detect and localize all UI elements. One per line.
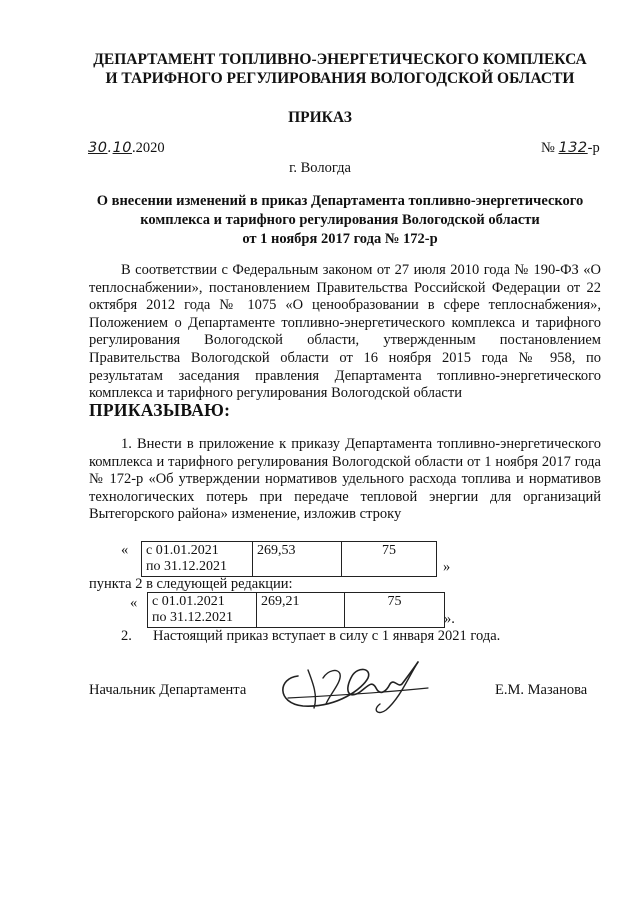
subject-line-2: комплекса и тарифного регулирования Вологодской области (140, 212, 540, 228)
order-number (541, 140, 600, 157)
header-line-1: ДЕПАРТАМЕНТ ТОПЛИВНО-ЭНЕРГЕТИЧЕСКОГО КОМПЛЕКСА (93, 51, 587, 68)
date-day: 30 (88, 140, 108, 156)
quote-close-1: » (443, 559, 451, 575)
new-period-from: с 01.01.2021 (152, 594, 225, 609)
intro-paragraph: В соответствии с Федеральным законом от 27 июля 2010 года № 190-ФЗ «О теплоснабжении», постановлением Правительства Российской Федерации от 22 октября 2012 года № 1075 «О ценообразовании в сфере теплоснабжения», Положением о Департаменте топливно-энергетического комплекса и тарифного регулирования Вологодской области, утвержденным постановлением Правительства Вологодской области от 16 ноября 2015 года № 958, по результатам заседания правления Департамента топливно-энергетического комплекса и тарифного регулирования Вологодской области (89, 262, 601, 402)
item-2 (121, 628, 500, 645)
item-2-number: 2. (121, 628, 132, 644)
old-period-to: по 31.12.2021 (146, 559, 227, 574)
item-2-text: Настоящий приказ вступает в силу с 1 января 2021 года. (153, 628, 501, 644)
order-date: 30.10.2020 (88, 140, 165, 156)
number-prefix: № (541, 140, 555, 156)
subject-line-3: от 1 ноября 2017 года № 172-р (242, 231, 438, 247)
city: г. Вологда (289, 160, 351, 176)
between-text: пункта 2 в следующей редакции: (89, 576, 293, 592)
new-value-2: 75 (345, 593, 445, 628)
item-1-paragraph: 1. Внести в приложение к приказу Департамента топливно-энергетического комплекса и тарифного регулирования Вологодской области от 1 ноября 2017 года № 172-р «Об утверждении нормативов удельного расхода топлива и нормативов технологических потерь при передаче тепловой энергии для организаций Вытегорского района» изменение, изложив строку (89, 436, 601, 523)
handwritten-signature (268, 648, 438, 718)
order-subject (80, 192, 600, 249)
signer-role: Начальник Департамента (89, 682, 247, 698)
old-period-cell (142, 542, 253, 577)
table-new-row (147, 592, 445, 628)
quote-open-2: « (130, 595, 138, 611)
header-line-2: И ТАРИФНОГО РЕГУЛИРОВАНИЯ ВОЛОГОДСКОЙ ОБЛАСТИ (105, 70, 575, 87)
department-header (80, 50, 600, 88)
number-suffix: -р (587, 140, 600, 156)
subject-line-1: О внесении изменений в приказ Департамента топливно-энергетического (96, 193, 584, 209)
date-year: .2020 (132, 140, 165, 156)
old-period-from: с 01.01.2021 (146, 543, 219, 558)
old-value-2: 75 (342, 542, 437, 577)
number-value: 132 (558, 140, 588, 156)
old-value-1: 269,53 (253, 542, 342, 577)
table-old-row (141, 541, 437, 577)
document-type: ПРИКАЗ (288, 109, 352, 126)
decree-word: ПРИКАЗЫВАЮ: (89, 400, 231, 420)
new-value-1: 269,21 (257, 593, 345, 628)
signer-name: Е.М. Мазанова (495, 682, 588, 698)
quote-close-2: ». (444, 611, 455, 627)
quote-open-1: « (121, 542, 129, 558)
new-period-to: по 31.12.2021 (152, 610, 233, 625)
new-period-cell (148, 593, 257, 628)
date-month: 10 (112, 140, 133, 156)
